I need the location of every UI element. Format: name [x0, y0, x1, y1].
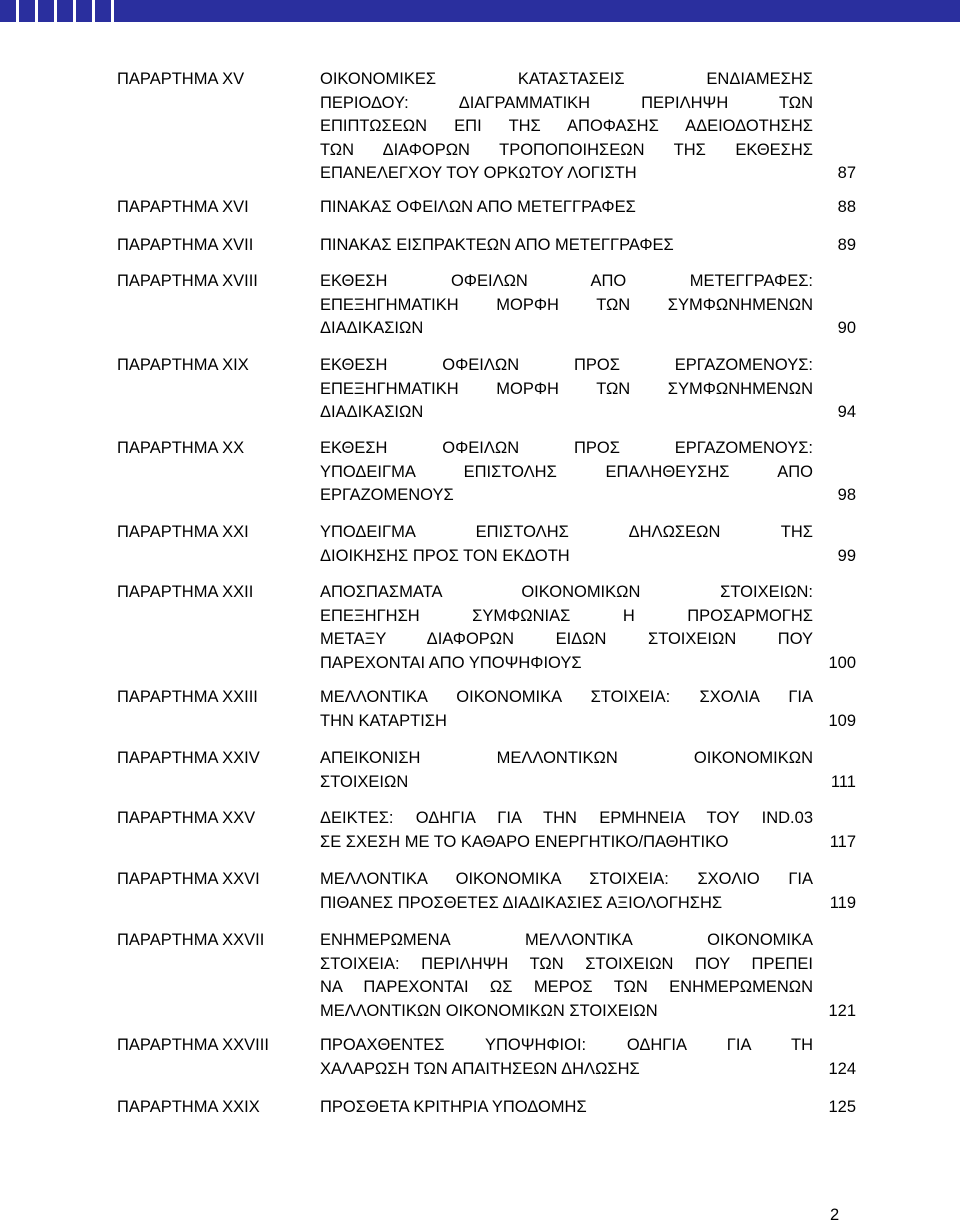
toc-entry-page: 98 [837, 486, 856, 504]
toc-entry-page: 124 [828, 1059, 856, 1078]
toc-entry [0, 581, 960, 675]
toc-entry-title [320, 868, 813, 915]
toc-entry-title-line: ΔΙΑΔΙΚΑΣΙΩΝ [320, 319, 424, 337]
toc-entry-label: ΠΑΡΑΡΤΗΜΑ XXV [117, 809, 256, 827]
toc-entry-title-line: ΜΕΛΛΟΝΤΙΚΑ ΟΙΚΟΝΟΜΙΚΑ ΣΤΟΙΧΕΙΑ: ΣΧΟΛΙΟ ΓΙΑ [320, 870, 813, 888]
toc-entry-title-line: ΣΤΟΙΧΕΙΑ: ΠΕΡΙΛΗΨΗ ΤΩΝ ΣΤΟΙΧΕΙΩΝ ΠΟΥ ΠΡΕΠΕΙ [320, 954, 813, 973]
toc-entry-title [320, 270, 813, 341]
toc-entry-title-line: ΠΑΡΕΧΟΝΤΑΙ ΑΠΟ ΥΠΟΨΗΦΙΟΥΣ [320, 653, 582, 672]
toc-entry-label: ΠΑΡΑΡΤΗΜΑ XXIV [117, 749, 260, 767]
toc-entry [0, 437, 960, 508]
toc-entry-title-line: ΣΕ ΣΧΕΣΗ ΜΕ ΤΟ ΚΑΘΑΡΟ ΕΝΕΡΓΗΤΙΚΟ/ΠΑΘΗΤΙΚΟ [320, 832, 729, 851]
toc-entry-page: 88 [837, 198, 856, 216]
toc-entry-label: ΠΑΡΑΡΤΗΜΑ XXVI [117, 870, 260, 888]
toc-entry-label: ΠΑΡΑΡΤΗΜΑ XVII [117, 236, 254, 254]
toc-entry-page: 99 [837, 546, 856, 565]
toc-entry-label: ΠΑΡΑΡΤΗΜΑ XXI [117, 523, 249, 541]
toc-entry-title-line: ΑΠΟΣΠΑΣΜΑΤΑ ΟΙΚΟΝΟΜΙΚΩΝ ΣΤΟΙΧΕΙΩΝ: [320, 583, 813, 601]
toc-entry-title-line: ΔΙΑΔΙΚΑΣΙΩΝ [320, 403, 424, 421]
toc-entry-title-line: ΕΝΗΜΕΡΩΜΕΝΑ ΜΕΛΛΟΝΤΙΚΑ ΟΙΚΟΝΟΜΙΚΑ [320, 931, 813, 949]
toc-entry-title-line: ΑΠΕΙΚΟΝΙΣΗ ΜΕΛΛΟΝΤΙΚΩΝ ΟΙΚΟΝΟΜΙΚΩΝ [320, 749, 813, 767]
toc-entry [0, 521, 960, 568]
toc-entry [0, 686, 960, 733]
toc-entry-title-line: ΧΑΛΑΡΩΣΗ ΤΩΝ ΑΠΑΙΤΗΣΕΩΝ ΔΗΛΩΣΗΣ [320, 1059, 640, 1078]
toc-entry-title-line: ΟΙΚΟΝΟΜΙΚΕΣ ΚΑΤΑΣΤΑΣΕΙΣ ΕΝΔΙΑΜΕΣΗΣ [320, 70, 813, 88]
toc-entry-title-line: ΣΤΟΙΧΕΙΩΝ [320, 772, 409, 791]
toc-entry [0, 868, 960, 915]
toc-entry-label: ΠΑΡΑΡΤΗΜΑ XXIX [117, 1098, 260, 1116]
toc-entry-title-line: ΕΠΑΝΕΛΕΓΧΟΥ ΤΟΥ ΟΡΚΩΤΟΥ ΛΟΓΙΣΤΗ [320, 164, 637, 182]
toc-entry-title-line: ΝΑ ΠΑΡΕΧΟΝΤΑΙ ΩΣ ΜΕΡΟΣ ΤΩΝ ΕΝΗΜΕΡΩΜΕΝΩΝ [320, 978, 813, 996]
toc-entry [0, 196, 960, 220]
toc-entry-page: 121 [828, 1001, 856, 1020]
toc-entry-title-line: ΥΠΟΔΕΙΓΜΑ ΕΠΙΣΤΟΛΗΣ ΔΗΛΩΣΕΩΝ ΤΗΣ [320, 523, 813, 541]
toc-entry [0, 68, 960, 186]
toc-entry-page: 94 [837, 403, 856, 421]
toc-entry-title [320, 1034, 813, 1081]
toc-entry-label: ΠΑΡΑΡΤΗΜΑ XX [117, 439, 245, 457]
toc-entry-title [320, 521, 813, 568]
toc-entry-title [320, 1096, 813, 1120]
toc-entry-page: 125 [828, 1098, 856, 1116]
toc-entry-page: 89 [837, 236, 856, 254]
toc-entry-title [320, 196, 813, 220]
toc-entry-title [320, 929, 813, 1023]
toc-entry-title [320, 354, 813, 425]
toc-entry [0, 270, 960, 341]
toc-entry-title-line: ΠΙΘΑΝΕΣ ΠΡΟΣΘΕΤΕΣ ΔΙΑΔΙΚΑΣΙΕΣ ΑΞΙΟΛΟΓΗΣΗΣ [320, 893, 723, 912]
toc-entry-title [320, 234, 813, 258]
toc-entry [0, 234, 960, 258]
toc-entry-page: 100 [828, 653, 856, 672]
toc-entry-title [320, 747, 813, 794]
toc-entry-title-line: ΕΠΕΞΗΓΗΜΑΤΙΚΗ ΜΟΡΦΗ ΤΩΝ ΣΥΜΦΩΝΗΜΕΝΩΝ [320, 295, 813, 314]
toc-entry-label: ΠΑΡΑΡΤΗΜΑ XXIII [117, 688, 258, 706]
toc-entry-title-line: ΜΕΛΛΟΝΤΙΚΩΝ ΟΙΚΟΝΟΜΙΚΩΝ ΣΤΟΙΧΕΙΩΝ [320, 1001, 658, 1020]
toc-entry-title-line: ΠΕΡΙΟΔΟΥ: ΔΙΑΓΡΑΜΜΑΤΙΚΗ ΠΕΡΙΛΗΨΗ ΤΩΝ [320, 93, 813, 112]
toc-entry [0, 747, 960, 794]
toc-entry-title-line: ΕΠΙΠΤΩΣΕΩΝ ΕΠΙ ΤΗΣ ΑΠΟΦΑΣΗΣ ΑΔΕΙΟΔΟΤΗΣΗΣ [320, 117, 813, 135]
toc-entry-title-line: ΕΚΘΕΣΗ ΟΦΕΙΛΩΝ ΠΡΟΣ ΕΡΓΑΖΟΜΕΝΟΥΣ: [320, 439, 813, 457]
toc-entry-title-line: ΕΡΓΑΖΟΜΕΝΟΥΣ [320, 486, 454, 504]
toc-entry-title-line: ΕΠΕΞΗΓΗΣΗ ΣΥΜΦΩΝΙΑΣ Η ΠΡΟΣΑΡΜΟΓΗΣ [320, 606, 813, 625]
toc-entry-label: ΠΑΡΑΡΤΗΜΑ XVI [117, 198, 249, 216]
toc-entry-title-line: ΔΕΙΚΤΕΣ: ΟΔΗΓΙΑ ΓΙΑ ΤΗΝ ΕΡΜΗΝΕΙΑ ΤΟΥ IND.03 [320, 809, 813, 827]
toc-entry-title [320, 68, 813, 186]
toc-entry [0, 807, 960, 854]
toc-entry-title [320, 581, 813, 675]
toc-entry-title [320, 437, 813, 508]
toc-entry-title [320, 807, 813, 854]
toc-entry-page: 87 [837, 164, 856, 182]
toc-entry-page: 90 [837, 319, 856, 337]
toc-entry-label: ΠΑΡΑΡΤΗΜΑ XIX [117, 356, 249, 374]
toc-entry-title-line: ΤΩΝ ΔΙΑΦΟΡΩΝ ΤΡΟΠΟΠΟΙΗΣΕΩΝ ΤΗΣ ΕΚΘΕΣΗΣ [320, 140, 813, 159]
toc-entry-title-line: ΔΙΟΙΚΗΣΗΣ ΠΡΟΣ ΤΟΝ ΕΚΔΟΤΗ [320, 546, 570, 565]
toc-entry-page: 119 [829, 893, 856, 912]
toc-entry-title-line: ΜΕΛΛΟΝΤΙΚΑ ΟΙΚΟΝΟΜΙΚΑ ΣΤΟΙΧΕΙΑ: ΣΧΟΛΙΑ ΓΙΑ [320, 688, 813, 706]
toc-entry-page: 109 [828, 711, 856, 730]
toc-entry [0, 1034, 960, 1081]
toc-entry-title-line: ΕΠΕΞΗΓΗΜΑΤΙΚΗ ΜΟΡΦΗ ΤΩΝ ΣΥΜΦΩΝΗΜΕΝΩΝ [320, 379, 813, 398]
toc-entry-page: 111 [830, 772, 856, 791]
toc-entry-title [320, 686, 813, 733]
toc-entry-title-line: ΠΙΝΑΚΑΣ ΟΦΕΙΛΩΝ ΑΠΟ ΜΕΤΕΓΓΡΑΦΕΣ [320, 198, 636, 216]
toc-entry [0, 1096, 960, 1120]
toc-entry-label: ΠΑΡΑΡΤΗΜΑ XVIII [117, 272, 258, 290]
toc-entry-title-line: ΠΡΟΣΘΕΤΑ ΚΡΙΤΗΡΙΑ ΥΠΟΔΟΜΗΣ [320, 1098, 587, 1116]
toc-entry-title-line: ΠΙΝΑΚΑΣ ΕΙΣΠΡΑΚΤΕΩΝ ΑΠΟ ΜΕΤΕΓΓΡΑΦΕΣ [320, 236, 674, 254]
toc-entry [0, 354, 960, 425]
toc-entry-title-line: ΥΠΟΔΕΙΓΜΑ ΕΠΙΣΤΟΛΗΣ ΕΠΑΛΗΘΕΥΣΗΣ ΑΠΟ [320, 462, 813, 481]
toc-entry-label: ΠΑΡΑΡΤΗΜΑ XXII [117, 583, 254, 601]
toc-entry-label: ΠΑΡΑΡΤΗΜΑ XV [117, 70, 245, 88]
toc-entry-title-line: ΕΚΘΕΣΗ ΟΦΕΙΛΩΝ ΑΠΟ ΜΕΤΕΓΓΡΑΦΕΣ: [320, 272, 813, 290]
toc-entry-title-line: ΜΕΤΑΞΥ ΔΙΑΦΟΡΩΝ ΕΙΔΩΝ ΣΤΟΙΧΕΙΩΝ ΠΟΥ [320, 630, 813, 648]
page-number: 2 [830, 1206, 840, 1224]
toc-entry-title-line: ΤΗΝ ΚΑΤΑΡΤΙΣΗ [320, 711, 447, 730]
toc-entry [0, 929, 960, 1023]
toc-entry-title-line: ΠΡΟΑΧΘΕΝΤΕΣ ΥΠΟΨΗΦΙΟΙ: ΟΔΗΓΙΑ ΓΙΑ ΤΗ [320, 1036, 813, 1054]
toc-entry-label: ΠΑΡΑΡΤΗΜΑ XXVII [117, 931, 265, 949]
toc-entry-label: ΠΑΡΑΡΤΗΜΑ XXVIII [117, 1036, 269, 1054]
toc-entry-title-line: ΕΚΘΕΣΗ ΟΦΕΙΛΩΝ ΠΡΟΣ ΕΡΓΑΖΟΜΕΝΟΥΣ: [320, 356, 813, 374]
toc-entry-page: 117 [829, 832, 856, 851]
